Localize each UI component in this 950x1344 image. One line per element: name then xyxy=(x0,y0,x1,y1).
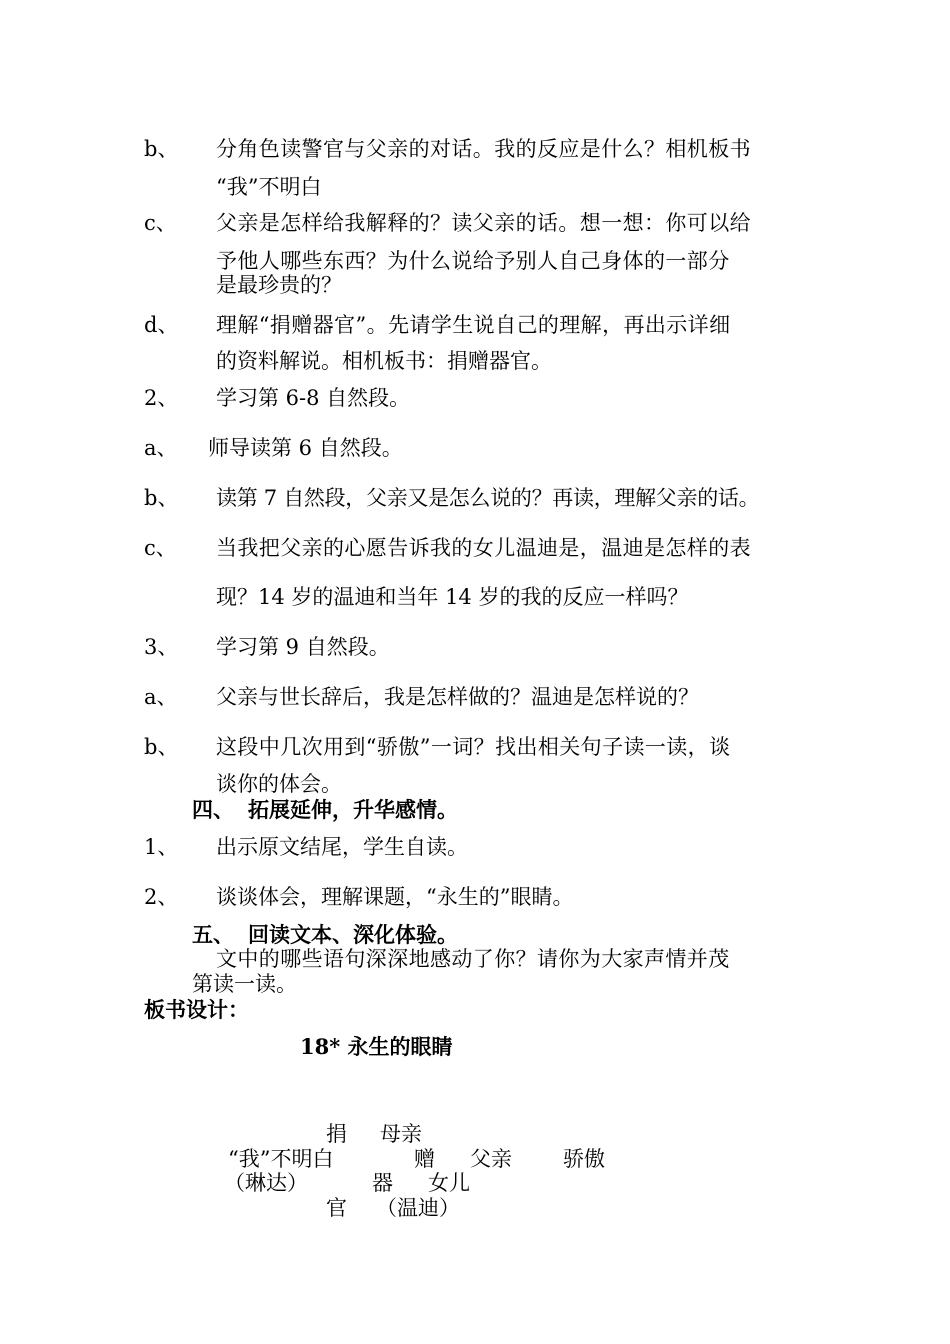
board-word: （温迪） xyxy=(376,1196,460,1220)
item-text: 理解“捐赠器官”。先请学生说自己的理解，再出示详细 xyxy=(216,313,731,337)
section-title: 拓展延伸，升华感情。 xyxy=(248,797,458,822)
item-marker: a、 xyxy=(144,685,178,709)
board-word: 器 xyxy=(372,1171,393,1195)
item-text: 予他人哪些东西？为什么说给予别人自己身体的一部分 xyxy=(216,249,730,273)
board-word: 女儿 xyxy=(428,1171,470,1195)
section-number: 四、 xyxy=(192,797,234,822)
item-marker: 2、 xyxy=(144,885,179,909)
item-marker: c、 xyxy=(144,211,177,235)
item-text: 师导读第 6 自然段。 xyxy=(208,436,403,460)
item-text: 学习第 6-8 自然段。 xyxy=(216,386,411,410)
item-text: 读第 7 自然段，父亲又是怎么说的？再读，理解父亲的话。 xyxy=(216,486,760,510)
item-text: 当我把父亲的心愿告诉我的女儿温迪是，温迪是怎样的表 xyxy=(216,536,751,560)
item-text: 学习第 9 自然段。 xyxy=(216,635,390,659)
item-text: 谈你的体会。 xyxy=(216,772,342,796)
item-text: 谈谈体会，理解课题，“永生的”眼睛。 xyxy=(216,885,574,909)
item-text: 出示原文结尾，学生自读。 xyxy=(216,835,468,859)
board-word: 捐 xyxy=(326,1122,347,1146)
item-text: 的资料解说。相机板书：捐赠器官。 xyxy=(216,349,552,373)
item-marker: d、 xyxy=(144,313,179,337)
item-marker: b、 xyxy=(144,137,179,161)
item-text: 分角色读警官与父亲的对话。我的反应是什么？相机板书 xyxy=(216,137,751,161)
item-marker: 3、 xyxy=(144,635,179,659)
section-number: 五、 xyxy=(192,922,234,947)
board-title: 18* 永生的眼睛 xyxy=(300,1034,453,1059)
item-text: 这段中几次用到“骄傲”一词？找出相关句子读一读，谈 xyxy=(216,735,731,759)
board-word: 官 xyxy=(326,1196,347,1220)
board-word: 骄傲 xyxy=(563,1147,605,1171)
board-word: 父亲 xyxy=(470,1147,512,1171)
item-text: “我”不明白 xyxy=(216,175,322,199)
item-marker: b、 xyxy=(144,735,179,759)
item-text: 父亲与世长辞后，我是怎样做的？温迪是怎样说的？ xyxy=(216,685,699,709)
board-word: 母亲 xyxy=(380,1122,422,1146)
item-marker: 1、 xyxy=(144,835,179,859)
item-marker: c、 xyxy=(144,536,177,560)
item-marker: b、 xyxy=(144,486,179,510)
board-label: 板书设计： xyxy=(144,997,249,1022)
item-text: 现？14 岁的温迪和当年 14 岁的我的反应一样吗？ xyxy=(216,585,689,609)
item-text: 父亲是怎样给我解释的？读父亲的话。想一想：你可以给 xyxy=(216,211,751,235)
board-word: “我”不明白 xyxy=(228,1147,334,1171)
section-title: 回读文本、深化体验。 xyxy=(248,922,458,947)
item-marker: 2、 xyxy=(144,386,179,410)
board-word: 赠 xyxy=(414,1147,435,1171)
board-word: （琳达） xyxy=(224,1171,308,1195)
section-text: 文中的哪些语句深深地感动了你？请你为大家声情并茂 xyxy=(216,947,730,971)
item-marker: a、 xyxy=(144,436,178,460)
section-text: 第读一读。 xyxy=(192,972,297,996)
item-text: 是最珍贵的？ xyxy=(216,273,342,297)
